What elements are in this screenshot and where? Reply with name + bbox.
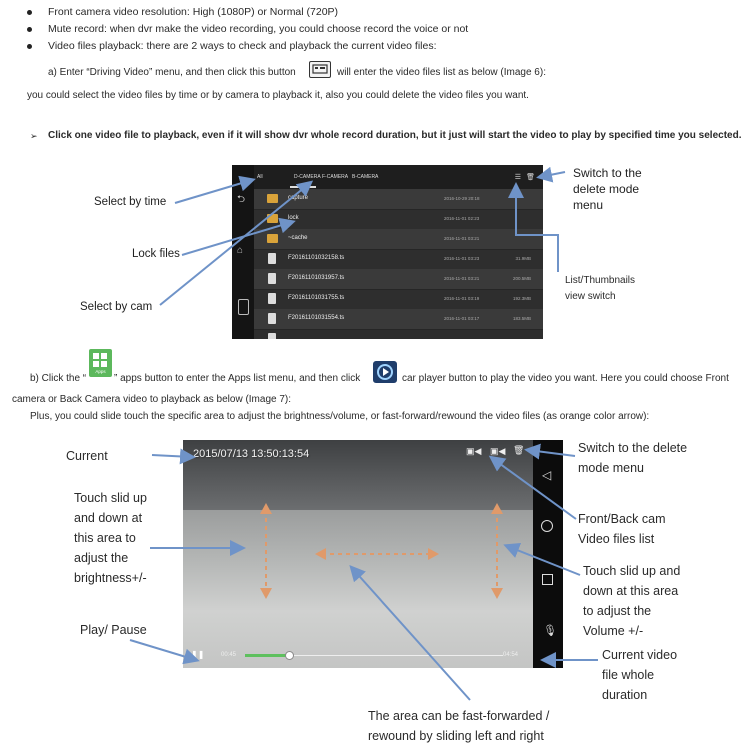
list-view-icon[interactable]: ☰ xyxy=(514,174,521,181)
list-item[interactable]: lock 2016-11-01 02:23 xyxy=(254,209,543,230)
tab-f-camera[interactable]: F-CAMERA xyxy=(322,174,349,180)
list-item[interactable]: F20161101031554.ts 2016-11-01 03:17 183.5MB xyxy=(254,309,543,330)
step-a-text: a) Enter “Driving Video” menu, and then click this button xyxy=(48,67,296,78)
step-b-text-3: car player button to play the video you want. Here you could choose Front xyxy=(402,373,729,384)
arrow-front-back xyxy=(492,458,576,519)
step-a-note: you could select the video files by time or by camera to playback it, also you could delete the video files you want. xyxy=(27,90,529,101)
home-icon: ⌂ xyxy=(237,245,244,256)
list-item[interactable]: F20161101031755.ts 2016-11-01 03:19 192.3MB xyxy=(254,289,543,310)
arrow-seek xyxy=(352,568,470,700)
total-duration: 04:54 xyxy=(503,652,519,658)
bullet-resolution: Front camera video resolution: High (1080P) or Normal (720P) xyxy=(48,6,339,18)
arrow-switch-delete-vp xyxy=(528,450,575,456)
tab-d-camera[interactable]: D-CAMERA xyxy=(294,174,321,180)
label-switch-delete-vp: Switch to the delete mode menu xyxy=(578,441,688,475)
label-switch-delete: Switch to the delete mode menu xyxy=(573,166,642,212)
delete-icon[interactable]: 🗑 xyxy=(526,174,535,181)
step-b-text-1: b) Click the “ xyxy=(30,373,87,384)
apps-icon: Apps xyxy=(89,349,112,377)
label-select-by-time: Select by time xyxy=(94,196,167,208)
tab-b-camera[interactable]: B-CAMERA xyxy=(352,174,379,180)
label-touch-brightness: Touch slid up and down at this area to adjust the brightness+/- xyxy=(74,491,147,585)
current-time: 00:45 xyxy=(221,652,237,658)
mic-icon[interactable]: 🎙 xyxy=(543,625,557,637)
back-icon: ⮌ xyxy=(237,194,246,205)
fm-all-label: All xyxy=(257,174,263,180)
label-duration: Current video file whole duration xyxy=(602,648,678,702)
list-item[interactable]: F20161101032158.ts 2016-11-01 03:23 31.9MB xyxy=(254,249,543,270)
label-play-pause: Play/ Pause xyxy=(80,623,147,637)
pause-icon[interactable]: ❚❚ xyxy=(191,650,205,659)
step-b-text-2: ” apps button to enter the Apps list menu, and then click xyxy=(114,373,361,384)
label-lock-files: Lock files xyxy=(132,248,180,260)
recording-timestamp: 2015/07/13 13:50:13:54 xyxy=(193,448,310,460)
back-icon[interactable]: ◁ xyxy=(542,468,552,482)
arrow-volume xyxy=(507,546,580,575)
list-item[interactable]: ~cache 2016-11-01 03:21 xyxy=(254,229,543,250)
arrow-play-pause xyxy=(130,640,196,660)
bullet-mute: Mute record: when dvr make the video recording, you could choose record the voice or not xyxy=(48,23,469,35)
label-touch-volume: Touch slid up and down at this area to adjust the Volume +/- xyxy=(583,564,681,638)
tip-arrow-icon: ➢ xyxy=(30,131,38,141)
bullet-playback: Video files playback: there are 2 ways to check and playback the current video files: xyxy=(48,40,437,52)
tip-text: Click one video file to playback, even if it will show dvr whole record duration, but it just will start the video to play by specified time you selected. xyxy=(48,130,742,141)
step-a-text-after: will enter the video files list as below (Image 6): xyxy=(337,67,546,78)
label-list-switch: List/Thumbnails view switch xyxy=(565,275,636,302)
delete-icon[interactable]: 🗑 xyxy=(513,445,525,455)
step-b-line-2: camera or Back Camera video to playback as below (Image 7): xyxy=(12,394,292,405)
front-cam-icon[interactable]: ▣◀ xyxy=(466,446,482,456)
label-front-back-cam: Front/Back cam Video files list xyxy=(578,512,666,546)
label-seek-area: The area can be fast-forwarded / rewound by sliding left and right xyxy=(368,709,550,743)
list-item[interactable]: capture 2016-10-29 20:18 xyxy=(254,189,543,210)
back-cam-icon[interactable]: ▣◀ xyxy=(490,446,506,456)
arrow-current xyxy=(152,455,192,457)
list-item[interactable]: F20161101031957.ts 2016-11-01 03:21 200.5MB xyxy=(254,269,543,290)
label-current: Current xyxy=(66,449,108,463)
label-select-by-cam: Select by cam xyxy=(80,301,153,313)
step-b-line-3: Plus, you could slide touch the specific area to adjust the brightness/volume, or fast-forward/rewound the video files (as orange color arrow): xyxy=(30,411,650,422)
